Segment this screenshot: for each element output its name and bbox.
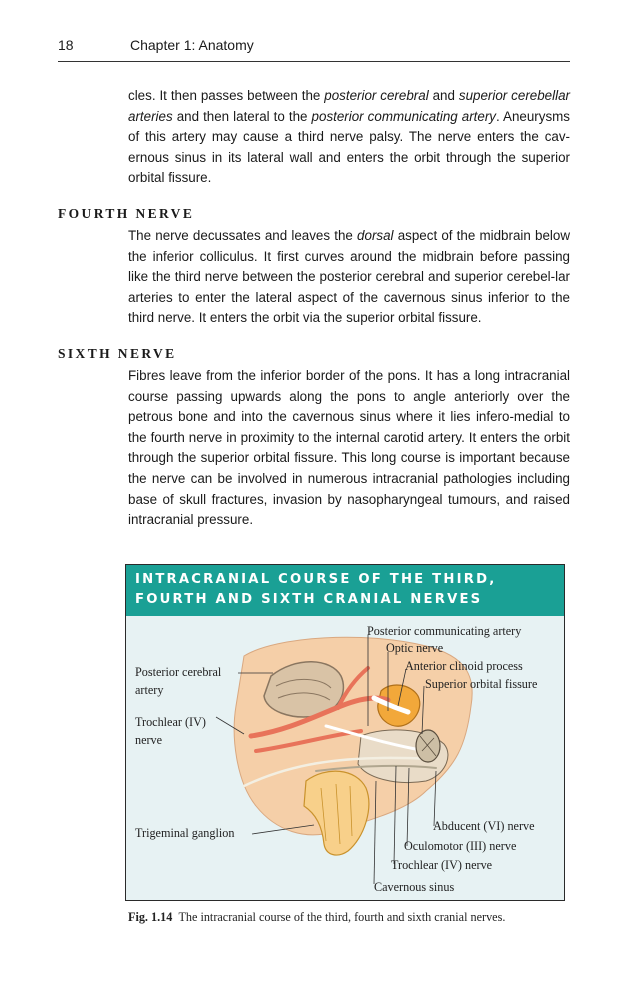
emphasis: posterior cerebral — [324, 88, 429, 103]
label-superior-orbital-fissure: Superior orbital fissure — [425, 677, 538, 691]
text-run: aspect of the midbrain below the inferior colliculus. It first curves around the midbrain before passing like the third nerve between the posterior cerebral and superior cerebel-lar arteries to enter the lateral aspect of the cavernous sinus inferior to the third nerve. It enters the orbit via the superior orbital fissure. — [128, 228, 570, 326]
text-run: and — [428, 88, 459, 103]
text-run: cles. It then passes between the — [128, 88, 325, 103]
label-posterior-communicating-artery: Posterior communicating artery — [367, 624, 522, 638]
figure-title-line-1: INTRACRANIAL COURSE OF THE THIRD, — [135, 572, 497, 587]
figure-caption-text: The intracranial course of the third, fourth and sixth cranial nerves. — [178, 910, 506, 924]
label-trochlear-nerve: Trochlear (IV) nerve — [391, 858, 493, 872]
text-run: The nerve decussates and leaves the — [128, 228, 358, 243]
label-posterior-cerebral-artery-2: artery — [135, 683, 164, 697]
label-cavernous-sinus: Cavernous sinus — [374, 880, 455, 894]
sixth-nerve-paragraph: Fibres leave from the inferior border of the pons. It has a long intracranial course passing upwards along the pons to angle anteriorly over the petrous bone and into the cavernous sinus where it lies infero-medial to the fourth nerve in proximity to the internal carotid artery. It enters the orbit through the superior orbital fissure. This long course is important because the nerve can be involved in numerous intracranial pathologies including base of skull fractures, invasion by nasopharyngeal tumours, and raised intracranial pressure. — [128, 368, 570, 528]
label-posterior-cerebral-artery-1: Posterior cerebral — [135, 665, 222, 679]
figure-caption-label: Fig. 1.14 — [128, 910, 173, 924]
page-number: 18 — [58, 37, 74, 53]
chapter-title: Chapter 1: Anatomy — [130, 37, 254, 53]
trigeminal-ganglion-shape — [304, 771, 369, 855]
text-run: . Aneurysms of this artery may cause a third nerve palsy. The nerve enters the cav-ernous sinus in its lateral wall and enters the orbit through the superior orbital fissure. — [128, 108, 570, 186]
intro-paragraph — [128, 86, 570, 189]
label-oculomotor-nerve: Oculomotor (III) nerve — [404, 839, 517, 853]
text-run: and then lateral to the — [172, 108, 312, 124]
label-trochlear-nerve-left-1: Trochlear (IV) — [135, 715, 206, 729]
running-header — [58, 37, 570, 62]
figure-caption — [128, 910, 505, 925]
figure-box — [125, 564, 565, 901]
label-abducent-nerve: Abducent (VI) nerve — [433, 819, 535, 833]
label-optic-nerve: Optic nerve — [386, 641, 444, 655]
figure-title-line-2: FOURTH AND SIXTH CRANIAL NERVES — [135, 592, 483, 607]
label-trigeminal-ganglion: Trigeminal ganglion — [135, 826, 235, 840]
figure-box-title — [126, 565, 564, 616]
label-anterior-clinoid-process: Anterior clinoid process — [405, 659, 523, 673]
sixth-nerve-heading: SIXTH NERVE — [58, 346, 177, 361]
emphasis: posterior communicating artery — [311, 108, 496, 124]
emphasis: superior cerebellar arteries — [128, 88, 570, 124]
label-trochlear-nerve-left-2: nerve — [135, 733, 163, 747]
fourth-nerve-heading: FOURTH NERVE — [58, 206, 195, 221]
fourth-nerve-paragraph — [128, 226, 570, 329]
emphasis: dorsal — [357, 228, 394, 243]
